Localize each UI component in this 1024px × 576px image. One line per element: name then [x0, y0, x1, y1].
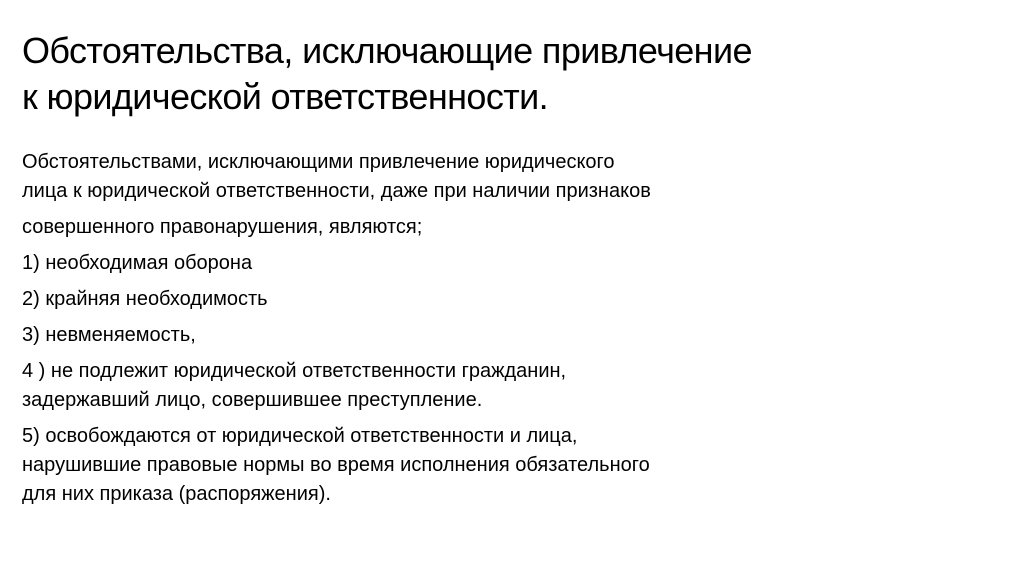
- slide-title-line: Обстоятельства, исключающие привлечение: [22, 30, 752, 71]
- list-item-4: [22, 357, 922, 415]
- list-item-1: [22, 249, 922, 278]
- text-line: 4 ) не подлежит юридической ответственности гражданин,: [22, 360, 567, 382]
- text-line: Обстоятельствами, исключающими привлечение юридического: [22, 151, 615, 173]
- list-item-2: [22, 285, 922, 314]
- text-line: лица к юридической ответственности, даже при наличии признаков: [22, 180, 651, 202]
- intro-paragraph: [22, 148, 922, 206]
- text-line: 5) освобождаются от юридической ответственности и лица,: [22, 425, 578, 447]
- text-line: задержавший лицо, совершившее преступление.: [22, 389, 483, 411]
- slide-title: [22, 28, 982, 120]
- text-line: 2) крайняя необходимость: [22, 288, 268, 310]
- intro-paragraph-continued: [22, 213, 922, 242]
- slide-title-line: к юридической ответственности.: [22, 76, 549, 117]
- text-line: для них приказа (распоряжения).: [22, 483, 331, 505]
- text-line: 1) необходимая оборона: [22, 252, 253, 274]
- list-item-3: [22, 321, 922, 350]
- text-line: нарушившие правовые нормы во время исполнения обязательного: [22, 454, 650, 476]
- text-line: 3) невменяемость,: [22, 324, 196, 346]
- slide-body: [22, 148, 922, 516]
- text-line: совершенного правонарушения, являются;: [22, 216, 423, 238]
- list-item-5: [22, 422, 922, 509]
